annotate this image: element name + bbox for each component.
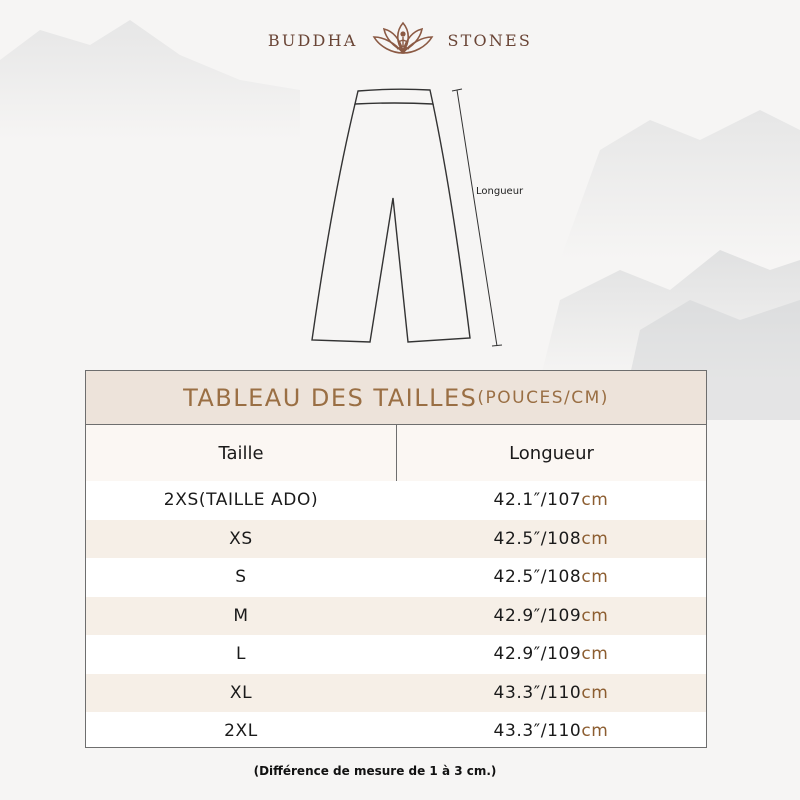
size-cell: XL [229,682,253,703]
table-title-unit: (POUCES/CM) [477,387,609,408]
brand-name-left: BUDDHA [267,30,358,50]
table-title-bar [86,371,706,425]
size-cell: S [235,567,247,588]
table-row [86,481,706,520]
table-header-row [86,425,706,481]
table-row [86,558,706,597]
table-row [86,520,706,559]
length-cell: 42.9″/109 cm [493,605,609,626]
length-cell: 43.3″/110 cm [493,682,609,703]
header-size: Taille [86,425,397,481]
table-row [86,674,706,713]
table-row [86,597,706,636]
header-length: Longueur [509,442,594,464]
size-cell: M [233,605,249,626]
brand-header [0,10,800,70]
measurement-note: (Différence de mesure de 1 à 3 cm.) [253,764,497,778]
table-title: TABLEAU DES TAILLES [183,383,478,412]
length-cell: 42.9″/109 cm [493,644,609,665]
size-chart-table [85,370,707,748]
lotus-logo-icon [368,17,438,63]
brand-name-right: STONES [447,30,533,50]
table-row [86,712,706,751]
size-cell: L [235,644,247,665]
length-label: Longueur [476,186,524,197]
size-cell: XS [229,528,253,549]
pants-outline-icon [295,80,545,360]
table-row [86,635,706,674]
length-cell: 42.1″/107 cm [493,490,609,511]
size-cell: 2XL [224,721,258,742]
length-cell: 43.3″/110 cm [493,721,609,742]
length-cell: 42.5″/108 cm [493,567,609,588]
size-cell: 2XS(TAILLE ADO) [163,490,319,511]
length-cell: 42.5″/108 cm [493,528,609,549]
